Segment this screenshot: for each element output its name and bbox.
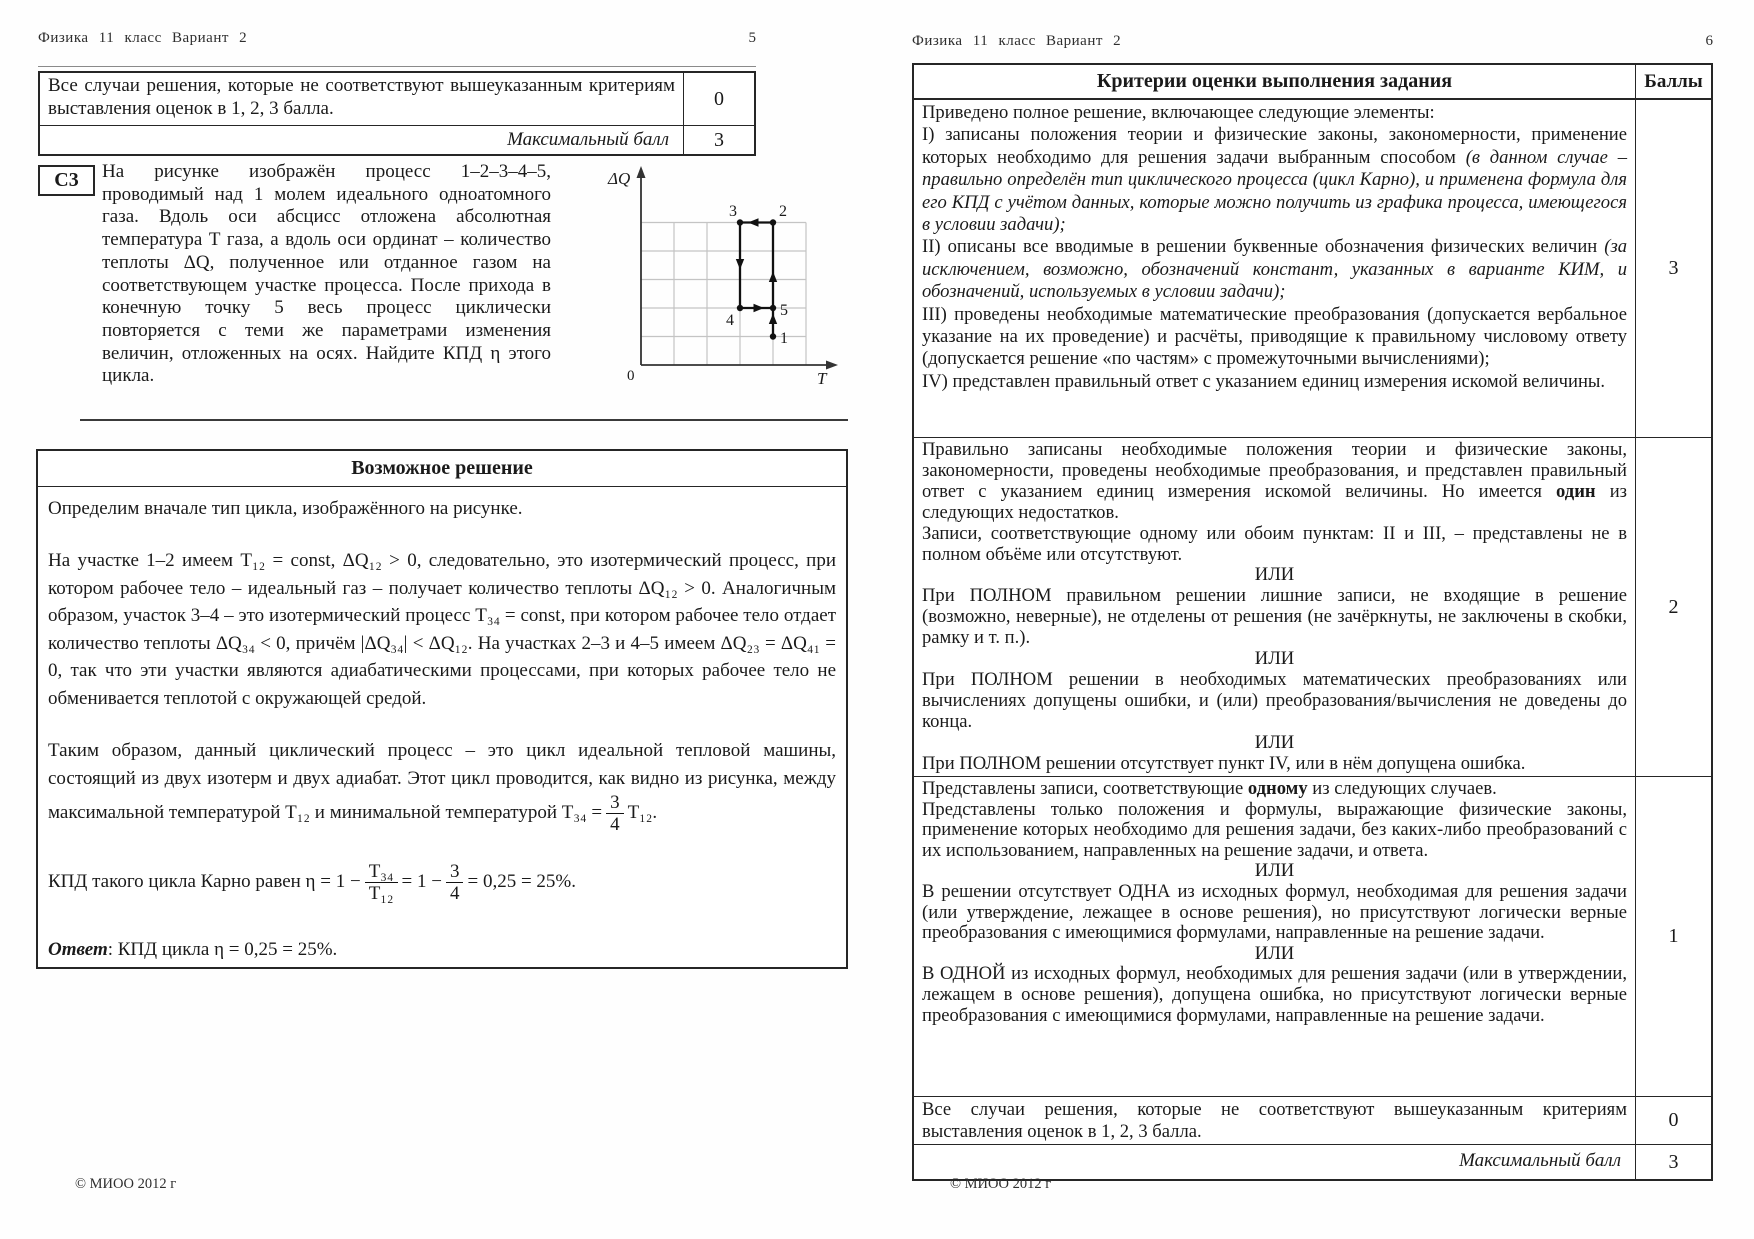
r3-p1-bold: одному bbox=[1247, 778, 1308, 799]
r2-paragraph-1 bbox=[922, 440, 1627, 524]
score-value: 0 bbox=[714, 87, 724, 110]
score-value: 1 bbox=[1668, 925, 1679, 947]
solution-paragraph-1: Определим вначале тип цикла, изображённого на рисунке. bbox=[48, 498, 523, 519]
or-separator: ИЛИ bbox=[1254, 860, 1295, 882]
score-header-label: Баллы bbox=[1644, 70, 1703, 92]
solution-paragraph-3 bbox=[48, 737, 836, 836]
left-score-table bbox=[38, 71, 756, 156]
r3-paragraph-4: В ОДНОЙ из исходных формул, необходимых для решения задачи (или в утверждении, лежащем в основе решения), допущена ошибка, но присутствуют логически верные преобразования с имеющимися формулами, направленные на решение задачи. bbox=[922, 963, 1627, 1026]
fraction-denominator: T₁₂ bbox=[368, 882, 394, 904]
or-separator: ИЛИ bbox=[1254, 564, 1295, 586]
or-separator: ИЛИ bbox=[1254, 942, 1295, 964]
r3-p1-text: Представлены записи, соответствующие bbox=[922, 778, 1248, 799]
cycle-diagram-svg bbox=[598, 160, 843, 390]
solution-body bbox=[38, 487, 846, 963]
fraction-numerator: T₃₄ bbox=[365, 861, 398, 883]
fraction-denominator: 4 bbox=[449, 882, 460, 904]
criteria-item-1 bbox=[922, 124, 1627, 236]
problem-text: На рисунке изображён процесс 1–2–3–4–5, проводимый над 1 молем идеального одноатомного газа. Вдоль оси абсцисс отложена абсолютная температура T газа, а вдоль оси ординат – количество теплоты ΔQ, полученное или отданное газом на соответствующем участке процесса. После прихода в конечную точку 5 весь процесс циклически повторяется с теми же параметрами изменения величин, отложенных на осях. Найдите КПД η этого цикла. bbox=[102, 161, 551, 387]
solution-formula-line bbox=[48, 861, 836, 905]
score-value: 0 bbox=[1668, 1109, 1679, 1131]
max-score-row bbox=[914, 1144, 1711, 1179]
answer-text: : КПД цикла η = 0,25 = 25%. bbox=[107, 939, 338, 961]
scan-rule-artifact bbox=[38, 66, 756, 67]
y-axis-label: ΔQ bbox=[608, 169, 631, 188]
point-1-label: 1 bbox=[780, 330, 788, 347]
point-5-label: 5 bbox=[780, 302, 788, 319]
criteria-row-2points bbox=[914, 437, 1711, 776]
criteria-item-2 bbox=[922, 236, 1627, 303]
cycle-diagram-figure bbox=[598, 160, 843, 390]
r3-paragraph-2: Представлены только положения и формулы, выражающие физические законы, применение которых необходимо для решения задачи, без каких-либо преобразований с их использованием, направленных на решение задачи, и ответа. bbox=[922, 798, 1627, 861]
criteria-intro: Приведено полное решение, включающее следующие элементы: bbox=[922, 102, 1435, 123]
left-page-footer: © МИОО 2012 г bbox=[75, 1176, 177, 1192]
formula-post: = 0,25 = 25%. bbox=[467, 870, 576, 892]
item-1-italic-note: (в данном случае – правильно определён тип циклического процесса (цикл Карно), и применена формула для его КПД с учётом данных, которые можно получить из графика процесса, имеющегося в условии задачи); bbox=[922, 146, 1627, 236]
problem-separator-rule bbox=[80, 419, 848, 421]
r2-p1-tail: из следующих недостатков. bbox=[922, 480, 1627, 523]
max-score-label: Максимальный балл bbox=[40, 126, 684, 154]
solution-p3-tail: T₁₂. bbox=[627, 802, 658, 824]
fraction-denominator: 4 bbox=[610, 814, 620, 836]
or-separator: ИЛИ bbox=[1254, 731, 1295, 753]
score-value: 3 bbox=[1668, 257, 1679, 279]
solution-title: Возможное решение bbox=[38, 451, 846, 487]
max-score-label: Максимальный балл bbox=[914, 1145, 1636, 1179]
left-page-number: 5 bbox=[748, 30, 756, 46]
item-2-text: II) описаны все вводимые в решении буквенные обозначения физических величин bbox=[922, 236, 1605, 258]
point-5 bbox=[770, 305, 776, 311]
solution-paragraph-2: На участке 1–2 имеем T₁₂ = const, ΔQ₁₂ > 0, следовательно, это изотермический процесс, при котором рабочее тело – идеальный газ – получает количество теплоты ΔQ₁₂ > 0. Аналогичным образом, участок 3–4 – это изотермический процесс T₃₄ = const, при котором рабочее тело отдает количество теплоты ΔQ₃₄ < 0, причём |ΔQ₃₄| < ΔQ₁₂. На участках 2–3 и 4–5 имеем ΔQ₂₃ = ΔQ₄₁ = 0, так что эти участки являются адиабатическими процессами, при которых рабочее тело не обменивается теплотой с окружающей средой. bbox=[48, 550, 836, 709]
max-score-value: 3 bbox=[714, 128, 724, 151]
right-page-title: Физика 11 класс Вариант 2 bbox=[912, 33, 1122, 49]
point-3-label: 3 bbox=[729, 203, 737, 220]
point-4 bbox=[737, 305, 743, 311]
fraction-3-4 bbox=[446, 861, 464, 905]
x-axis-label: T bbox=[817, 369, 827, 388]
answer-label: Ответ bbox=[48, 939, 108, 961]
origin-label: 0 bbox=[627, 368, 635, 384]
point-2-label: 2 bbox=[779, 203, 787, 220]
item-1-text: I) записаны положения теории и физические законы, закономерности, применение которых необходимо для решения задачи выбранным способом bbox=[922, 124, 1627, 168]
left-page-header bbox=[38, 30, 756, 47]
formula-pre: КПД такого цикла Карно равен η = 1 − bbox=[48, 870, 361, 892]
table-row bbox=[40, 73, 754, 125]
r2-p1-bold: один bbox=[1556, 480, 1596, 502]
criteria-text-3points bbox=[914, 100, 1636, 437]
right-page-footer: © МИОО 2012 г bbox=[950, 1176, 1052, 1192]
criteria-table-header bbox=[914, 65, 1711, 99]
or-separator: ИЛИ bbox=[1254, 648, 1295, 670]
fraction-T34-T12 bbox=[365, 861, 398, 905]
answer-line bbox=[48, 936, 836, 963]
criteria-row-0points bbox=[914, 1096, 1711, 1144]
point-1 bbox=[770, 333, 776, 339]
r3-p1-tail: из следующих случаев. bbox=[1307, 778, 1497, 799]
fraction-3-4 bbox=[606, 792, 624, 836]
point-3 bbox=[737, 219, 743, 225]
criteria-table bbox=[912, 63, 1713, 1181]
criteria-row-3points bbox=[914, 99, 1711, 437]
criteria-row-1point bbox=[914, 776, 1711, 1096]
r2-paragraph-4: При ПОЛНОМ решении в необходимых математических преобразованиях или вычислениях допущены ошибки, и (или) преобразования/вычисления не доведены до конца. bbox=[922, 668, 1627, 732]
criteria-text: Все случаи решения, которые не соответствуют вышеуказанным критериям выставления оценок в 1, 2, 3 балла. bbox=[40, 73, 684, 125]
formula-mid: = 1 − bbox=[401, 870, 442, 892]
criteria-item-4: IV) представлен правильный ответ с указанием единиц измерения искомой величины. bbox=[922, 370, 1606, 392]
max-score-value: 3 bbox=[1668, 1150, 1679, 1173]
score-value: 2 bbox=[1668, 595, 1679, 618]
fraction-numerator: 3 bbox=[606, 792, 624, 814]
point-2 bbox=[770, 219, 776, 225]
axis-arrowheads bbox=[637, 166, 839, 370]
criteria-text-1point bbox=[914, 777, 1636, 1096]
left-page-title: Физика 11 класс Вариант 2 bbox=[38, 30, 248, 46]
r3-paragraph-1 bbox=[922, 779, 1627, 800]
problem-label-box bbox=[38, 165, 95, 196]
right-page-number: 6 bbox=[1705, 33, 1713, 49]
solution-p3-text: Таким образом, данный циклический процесс – это цикл идеальной тепловой машины, состоящий из двух изотерм и двух адиабат. Этот цикл проводится, как видно из рисунка, между максимальной температурой T₁₂ и минимальной температурой T₃₄ = bbox=[48, 740, 836, 824]
item-2-italic-note: (за исключением, возможно, обозначений констант, указанных в варианте КИМ, и обозначений, используемых в условии задачи); bbox=[922, 236, 1627, 303]
r2-paragraph-5: При ПОЛНОМ решении отсутствует пункт IV, или в нём допущена ошибка. bbox=[922, 752, 1526, 774]
r2-paragraph-2: Записи, соответствующие одному или обоим пунктам: II и III, – представлены не в полном объёме или отсутствуют. bbox=[922, 522, 1627, 565]
point-4-label: 4 bbox=[726, 312, 734, 329]
r3-paragraph-3: В решении отсутствует ОДНА из исходных формул, необходимая для решения задачи (или утверждение, лежащее в основе решения), но присутствуют логически верные преобразования с имеющимися формулами, направленные на решение задачи. bbox=[922, 880, 1627, 944]
r2-p1-text: Правильно записаны необходимые положения теории и физические законы, закономерности, проведены необходимые преобразования, и представлен правильный ответ с указанием единиц измерения искомой величины. Но имеется bbox=[922, 439, 1627, 502]
r2-paragraph-3: При ПОЛНОМ правильном решении лишние записи, не входящие в решение (возможно, неверные), не отделены от решения (не зачёркнуты, не заключены в скобки, рамку и т. п.). bbox=[922, 585, 1627, 649]
solution-box bbox=[36, 449, 848, 969]
criteria-text-2points bbox=[914, 438, 1636, 776]
fraction-numerator: 3 bbox=[446, 861, 464, 883]
problem-label: С3 bbox=[54, 169, 79, 191]
table-row bbox=[40, 125, 754, 154]
right-page-header bbox=[912, 33, 1713, 50]
criteria-text-0points: Все случаи решения, которые не соответствуют вышеуказанным критериям выставления оценок в 1, 2, 3 балла. bbox=[914, 1097, 1636, 1144]
criteria-item-3: III) проведены необходимые математические преобразования (допускается вербальное указание на их проведение) и расчёты, приводящие к правильному числовому ответу (допускается решение «по частям» с промежуточными вычислениями); bbox=[922, 303, 1627, 370]
criteria-header-label: Критерии оценки выполнения задания bbox=[914, 65, 1636, 98]
